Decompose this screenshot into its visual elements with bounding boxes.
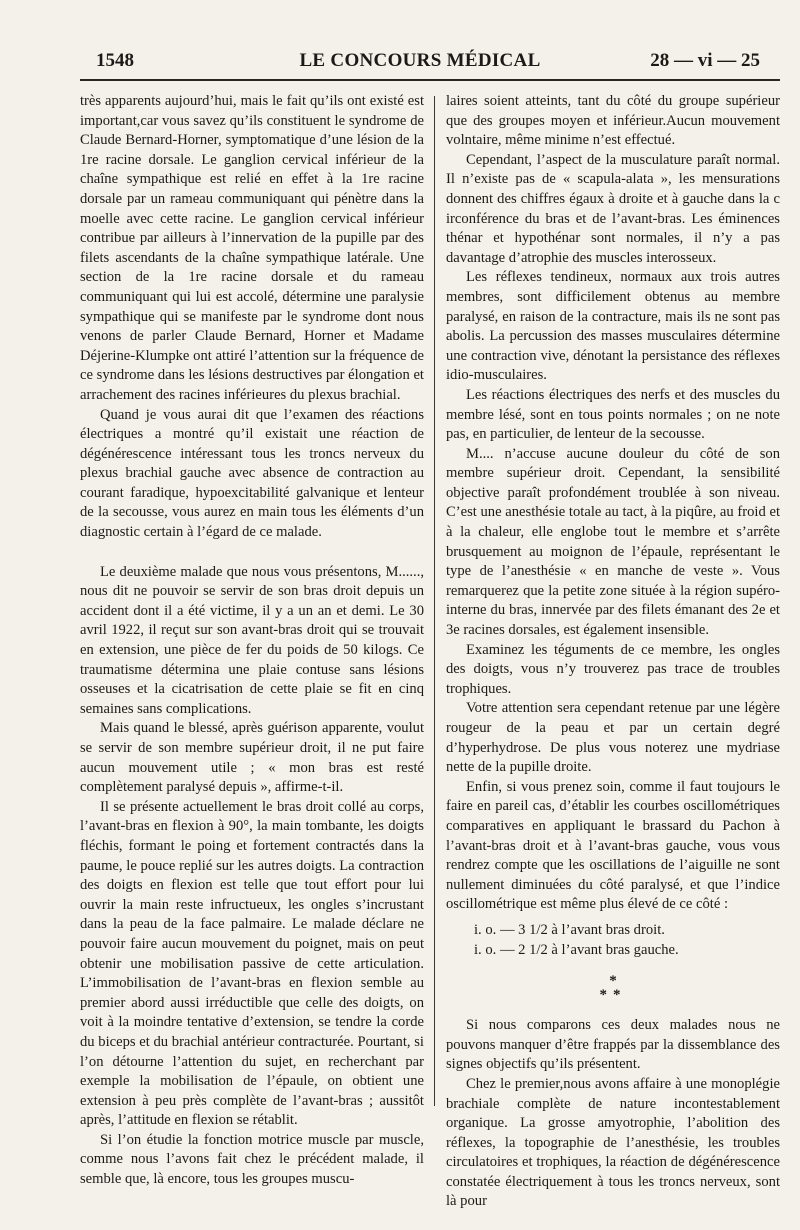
left-column [80, 92, 424, 1190]
paragraph: Il se présente actuellement le bras droit collé au corps, l’avant-bras en flexion à 90°, la main tombante, les doigts fléchis, formant le poing et fortement contractés dans la paume, le pouce replié sur les autres doigts. La contraction des doigts en flexion est telle que tout effort pour lui ouvrir la main reste infructueux, les ongles s’incrustant dans la peau de la face palmaire. Le malade déclare ne pouvoir faire aucun mouvement du poignet, mais on peut obtenir une mobilisation passive de cette articulation. L’immobilisation de l’avant-bras en flexion semble au premier abord aussi irréductible que celle des doigts, on voit à la moindre tentative d’extension, se tendre la corde du biceps et du brachial antérieur contracturée. Pourtant, si l’on détourne l’attention du sujet, en recherchant par exemple la mobilisation de l’épaule, on obtient une extension à peu près complète de l’avant-bras ; aussitôt après, l’attitude en flexion se rétablit. [80, 798, 424, 1129]
paragraph: Examinez les téguments de ce membre, les ongles des doigts, vous n’y trouverez pas trace de troubles trophiques. [446, 641, 780, 697]
right-column [446, 92, 780, 1212]
paragraph: Cependant, l’aspect de la musculature paraît normal. Il n’existe pas de « scapula-alata », les mensurations donnent des chiffres égaux à droite et à gauche dans la c irconférence du bras et de l’avant-bras. Les éminences thénar et hypothénar sont normales, il n’y a pas davantage d’atrophie des muscles interosseux. [446, 151, 780, 266]
asterism-bottom: ** [599, 987, 627, 1004]
paragraph: Votre attention sera cependant retenue par une légère rougeur de la peau et par un certain degré d’hyperhydrose. De plus vous noterez une mydriase nette de la pupille droite. [446, 700, 780, 776]
journal-title: LE CONCOURS MÉDICAL [299, 50, 541, 71]
oscillometric-index-left: i. o. — 2 1/2 à l’avant bras gauche. [474, 941, 679, 958]
asterism-top: * [609, 973, 617, 990]
paragraph: Les réflexes tendineux, normaux aux trois autres membres, sont difficilement obtenus au membre paralysé, en raison de la contracture, mais ils ne sont pas abolis. La percussion des masses musculaires détermine une contraction vive, dénotant la persistance des réflexes idio-musculaires. [446, 269, 780, 384]
paragraph: M.... n’accuse aucune douleur du côté de son membre supérieur droit. Cependant, la sensibilité objective paraît profondément troublée à son niveau. C’est une anesthésie totale au tact, à la piqûre, au froid et à la chaleur, elle englobe tout le membre et s’arrête brusquement au moignon de l’épaule, représentant le type de l’anesthésie « en manche de veste ». Vous remarquerez que la petite zone située à la région supéro-interne du bras, innervée par des filets émanant des 2e et 3e racines dorsales, est également insensible. [446, 445, 780, 639]
issue-date: 28 — vi — 25 [650, 50, 760, 71]
section-asterism [446, 974, 780, 1002]
column-divider [434, 96, 435, 1106]
page-number: 1548 [96, 50, 134, 71]
oscillometric-index-right: i. o. — 3 1/2 à l’avant bras droit. [474, 921, 665, 938]
paragraph: Chez le premier,nous avons affaire à une monoplégie brachiale complète de nature incontestablement organique. La grosse amyotrophie, l’abolition des réflexes, la topographie de l’anesthésie, les troubles circulatoires et trophiques, la réaction de dégénérescence constatée électriquement à tous les troncs nerveux, sont là pour [446, 1075, 780, 1210]
paragraph: Si nous comparons ces deux malades nous ne pouvons manquer d’être frappés par la dissemblance des signes objectifs qu’ils présentent. [446, 1017, 780, 1073]
page-header [80, 50, 760, 78]
paragraph: laires soient atteints, tant du côté du groupe supérieur que des groupes moyen et inférieur.Aucun mouvement volntaire, même minime n’est effectué. [446, 93, 780, 149]
paragraph: Si l’on étudie la fonction motrice muscle par muscle, comme nous l’avons fait chez le précédent malade, il semble que, là encore, tous les groupes muscu- [80, 1131, 424, 1188]
paragraph: Mais quand le blessé, après guérison apparente, voulut se servir de son membre supérieur droit, il ne put faire aucun mouvement utile ; « mon bras est resté complètement paralysé depuis », affirme-t-il. [80, 720, 424, 796]
paragraph: Quand je vous aurai dit que l’examen des réactions électriques a montré qu’il existait une réaction de dégénérescence intéressant tous les troncs nerveux du plexus brachial gauche avec absence de contraction au courant faradique, hypoexcitabilité galvanique et lenteur de la secousse, vous aurez en main tous les éléments d’un diagnostic certain à l’égard de ce malade. [80, 406, 424, 541]
paragraph: Les réactions électriques des nerfs et des muscles du membre lésé, sont en tous points normales ; on ne note pas, en particulier, de lenteur de la secousse. [446, 386, 780, 443]
header-rule [80, 79, 780, 81]
paragraph: Le deuxième malade que nous vous présentons, M......, nous dit ne pouvoir se servir de son bras droit depuis un accident dont il a été victime, il y a un an et demi. Le 30 avril 1922, il reçut sur son avant-bras droit qui se trouvait en extension, une pièce de fer du poids de 50 kilogs. Ce traumatisme détermina une plaie contuse sans lésions osseuses et la cicatrisation de cette plaie se fit en cinq semaines sans complications. [80, 563, 424, 717]
paragraph: très apparents aujourd’hui, mais le fait qu’ils ont existé est important,car vous savez qu’ils constituent le syndrome de Claude Bernard-Horner, symptomatique d’une lésion de la 1re racine dorsale. Le ganglion cervical inférieur de la chaîne sympathique est relié en effet à la 1re racine dorsale par un rameau communiquant qui pénètre dans la moelle avec cette racine. Le ganglion cervical inférieur contribue par ailleurs à l’innervation de la pupille par des filets ascendants de la chaîne sympathique latérale. Une section de la 1re racine dorsale et du rameau communiquant qui lui est accolé, détermine une paralysie sympathique qui se manifeste par le syndrome dont nous venons de parler Claude Bernard, Horner et Madame Déjerine-Klumpke ont attiré l’attention sur la fréquence de ce syndrome dans les lésions destructives par élongation et arrachement des racines inférieures du plexus brachial. [80, 93, 424, 403]
paragraph: Enfin, si vous prenez soin, comme il faut toujours le faire en pareil cas, d’établir les courbes oscillométriques comparatives en appliquant le brassard du Pachon à l’avant-bras droit et à l’avant-bras gauche, vous vous rendrez compte que les oscillations de l’aiguille ne sont nullement diminuées du côté paralysé, et que l’indice oscillométrique est même plus élevé de ce côté : [446, 778, 780, 913]
